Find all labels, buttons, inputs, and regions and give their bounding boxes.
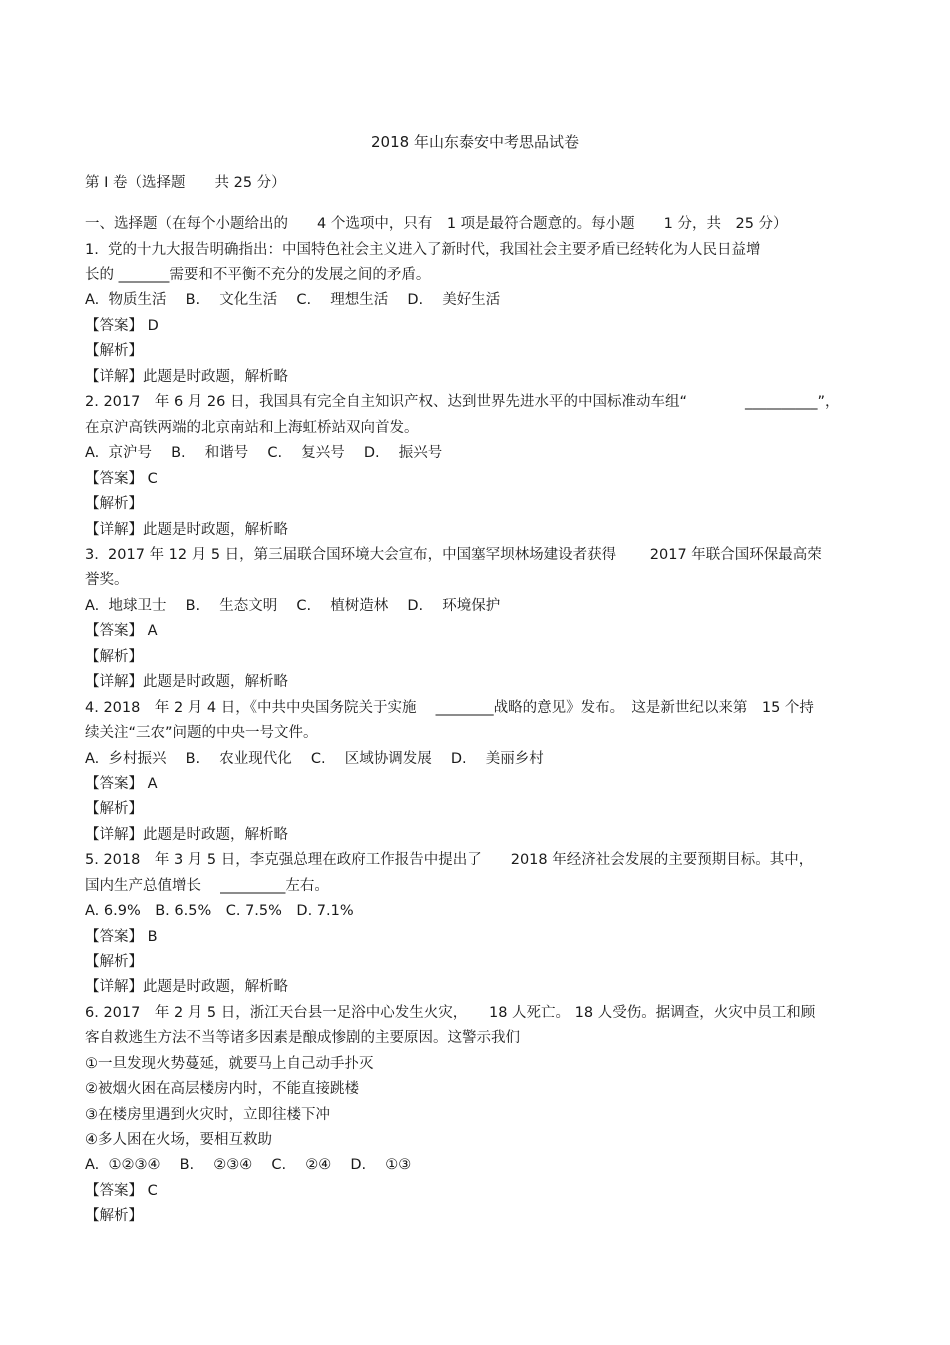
q1-analysis: 【解析】 xyxy=(85,343,143,359)
q3-analysis: 【解析】 xyxy=(85,649,143,665)
q4-detail: 【详解】此题是时政题，解析略 xyxy=(85,827,288,843)
q6-item-2: ②被烟火困在高层楼房内时，不能直接跳楼 xyxy=(85,1081,359,1097)
q5-stem-line2: 国内生产总值增长 _________左右。 xyxy=(85,878,329,894)
q3-answer: 【答案】 A xyxy=(85,623,158,639)
q2-stem-line2: 在京沪高铁两端的北京南站和上海虹桥站双向首发。 xyxy=(85,420,419,436)
q1-stem-line1: 1. 党的十九大报告明确指出：中国特色社会主义进入了新时代，我国社会主要矛盾已经转化为人民日益增 xyxy=(85,242,761,258)
q6-item-3: ③在楼房里遇到火灾时，立即往楼下冲 xyxy=(85,1107,330,1123)
q2-answer: 【答案】 C xyxy=(85,471,158,487)
q6-answer: 【答案】 C xyxy=(85,1183,158,1199)
q6-analysis: 【解析】 xyxy=(85,1208,143,1224)
q2-analysis: 【解析】 xyxy=(85,496,143,512)
q2-detail: 【详解】此题是时政题，解析略 xyxy=(85,522,288,538)
q5-analysis: 【解析】 xyxy=(85,954,143,970)
q3-options: A. 地球卫士 B. 生态文明 C. 植树造林 D. 环境保护 xyxy=(85,598,501,614)
q2-options: A. 京沪号 B. 和谐号 C. 复兴号 D. 振兴号 xyxy=(85,445,443,461)
q5-options: A. 6.9% B. 6.5% C. 7.5% D. 7.1% xyxy=(85,903,354,919)
q4-options: A. 乡村振兴 B. 农业现代化 C. 区域协调发展 D. 美丽乡村 xyxy=(85,751,544,767)
q3-stem-line1: 3. 2017 年 12 月 5 日，第三届联合国环境大会宣布，中国塞罕坝林场建设者获得 2017 年联合国环保最高荣 xyxy=(85,547,822,563)
section-heading: 一、选择题（在每个小题给出的 4 个选项中，只有 1 项是最符合题意的。每小题 1 分，共 25 分） xyxy=(85,216,788,232)
q6-item-1: ①一旦发现火势蔓延，就要马上自己动手扑灭 xyxy=(85,1056,374,1072)
q6-stem-line1: 6. 2017 年 2 月 5 日，浙江天台县一足浴中心发生火灾， 18 人死亡。 18 人受伤。据调查，火灾中员工和顾 xyxy=(85,1005,816,1021)
q1-detail: 【详解】此题是时政题，解析略 xyxy=(85,369,288,385)
part-heading: 第 I 卷（选择题 共 25 分） xyxy=(85,175,286,191)
q5-detail: 【详解】此题是时政题，解析略 xyxy=(85,979,288,995)
q6-item-4: ④多人困在火场，要相互救助 xyxy=(85,1132,272,1148)
q2-stem-line1: 2. 2017 年 6 月 26 日，我国具有完全自主知识产权、达到世界先进水平的中国标准动车组“ __________”， xyxy=(85,394,840,410)
q4-stem-line2: 续关注“三农”问题的中央一号文件。 xyxy=(85,725,318,741)
q4-analysis: 【解析】 xyxy=(85,801,143,817)
q3-stem-line2: 誉奖。 xyxy=(85,572,129,588)
q4-stem-line1: 4. 2018 年 2 月 4 日，《中共中央国务院关于实施 ________战略的意见》发布。 这是新世纪以来第 15 个持 xyxy=(85,700,814,716)
q6-stem-line2: 客自救逃生方法不当等诸多因素是酿成惨剧的主要原因。这警示我们 xyxy=(85,1030,520,1046)
q5-stem-line1: 5. 2018 年 3 月 5 日，李克强总理在政府工作报告中提出了 2018 年经济社会发展的主要预期目标。其中， xyxy=(85,852,814,868)
q3-detail: 【详解】此题是时政题，解析略 xyxy=(85,674,288,690)
q1-stem-line2: 长的 _______需要和不平衡不充分的发展之间的矛盾。 xyxy=(85,267,431,283)
q5-answer: 【答案】 B xyxy=(85,929,158,945)
q4-answer: 【答案】 A xyxy=(85,776,158,792)
q6-options: A. ①②③④ B. ②③④ C. ②④ D. ①③ xyxy=(85,1157,412,1173)
q1-answer: 【答案】 D xyxy=(85,318,159,334)
q1-options: A. 物质生活 B. 文化生活 C. 理想生活 D. 美好生活 xyxy=(85,292,501,308)
page-title: 2018 年山东泰安中考思品试卷 xyxy=(371,133,579,151)
